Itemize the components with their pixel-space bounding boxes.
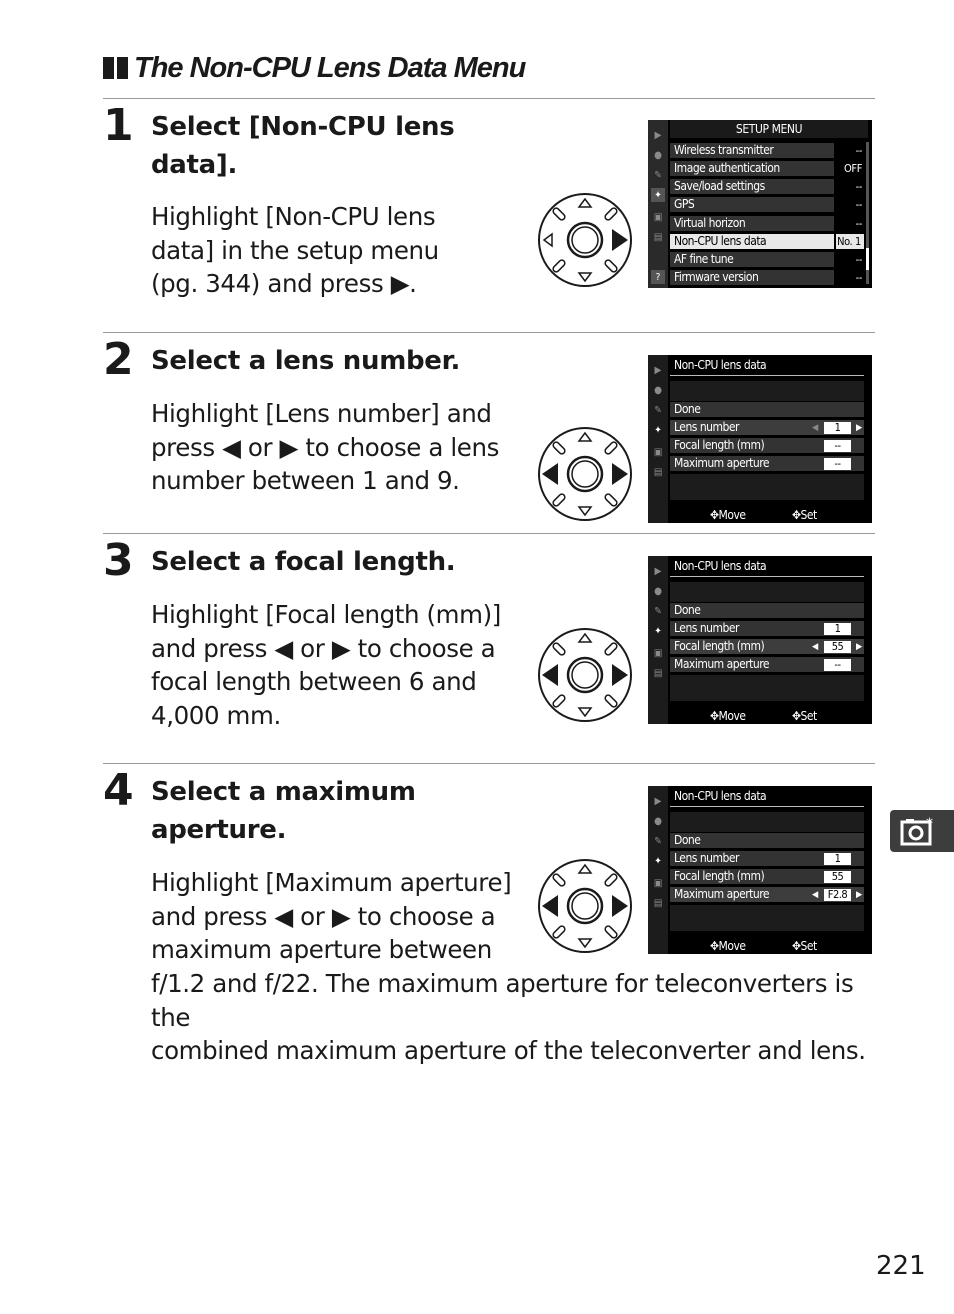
focal-length-value: 55 bbox=[824, 641, 851, 653]
lens-number-value: 1 bbox=[824, 853, 851, 865]
step-body-continued: f/1.2 and f/22. The maximum aperture for teleconverters is the combined maximum aperture of the teleconverter and lens. bbox=[151, 969, 866, 1066]
blank-row bbox=[670, 675, 864, 701]
section-title bbox=[103, 48, 525, 88]
pencil-icon: ✎ bbox=[654, 169, 662, 181]
title-underline bbox=[670, 806, 864, 807]
menu-item-value: OFF bbox=[844, 162, 862, 175]
ok-icon: ✥ bbox=[792, 939, 801, 953]
multi-selector-icon bbox=[536, 626, 634, 724]
menu-item-value: -- bbox=[855, 253, 862, 266]
menu-sidebar bbox=[648, 120, 668, 288]
dpad-icon: ✥ bbox=[710, 939, 719, 953]
retouch-icon: ▣ bbox=[653, 211, 663, 223]
shooting-icon: ● bbox=[654, 815, 662, 827]
menu-item[interactable]: Save/load settings bbox=[670, 179, 834, 194]
right-arrow-icon: ▶ bbox=[856, 642, 863, 652]
setup-menu-screen bbox=[648, 120, 872, 288]
menu-item-value: -- bbox=[855, 180, 862, 193]
max-aperture-value: F2.8 bbox=[824, 889, 851, 901]
shooting-icon: ● bbox=[654, 585, 662, 597]
section-marker-icon bbox=[103, 57, 128, 79]
blank-row bbox=[670, 381, 864, 401]
step-body: Highlight [Lens number] and press ◀ or ▶ to choose a lens number between 1 and 9. bbox=[151, 399, 499, 496]
menu-sidebar bbox=[648, 786, 668, 954]
menu-sidebar bbox=[648, 556, 668, 724]
lens-data-screen bbox=[648, 355, 872, 523]
menu-item-lens-number[interactable]: Lens number bbox=[670, 621, 864, 636]
step-number: 2 bbox=[103, 334, 134, 385]
section-title-text: The Non-CPU Lens Data Menu bbox=[134, 51, 526, 84]
playback-icon: ▶ bbox=[654, 129, 662, 141]
divider bbox=[103, 533, 875, 534]
blank-row bbox=[670, 474, 864, 500]
wrench-icon: ✦ bbox=[654, 625, 662, 637]
dpad-icon: ✥ bbox=[710, 709, 719, 723]
lens-number-value: 1 bbox=[824, 422, 851, 434]
blank-row bbox=[670, 582, 864, 602]
menu-item-selected[interactable]: Non-CPU lens data bbox=[670, 234, 834, 249]
multi-selector-icon bbox=[536, 191, 634, 289]
wrench-icon: ✦ bbox=[654, 855, 662, 867]
lens-data-screen bbox=[648, 786, 872, 954]
page-number: 221 bbox=[876, 1251, 926, 1281]
menu-item-lens-number[interactable]: Lens number bbox=[670, 851, 864, 866]
menu-item-lens-number[interactable]: Lens number bbox=[670, 420, 864, 435]
help-icon: ? bbox=[651, 270, 665, 284]
retouch-icon: ▣ bbox=[653, 877, 663, 889]
svg-text:*: * bbox=[926, 816, 933, 832]
divider bbox=[103, 763, 875, 764]
set-hint: ✥Set bbox=[792, 508, 817, 522]
my-menu-icon: ▤ bbox=[653, 667, 663, 679]
divider bbox=[103, 332, 875, 333]
retouch-icon: ▣ bbox=[653, 446, 663, 458]
menu-item-done[interactable]: Done bbox=[670, 402, 864, 417]
screen-title: Non-CPU lens data bbox=[674, 358, 767, 372]
pencil-icon: ✎ bbox=[654, 835, 662, 847]
menu-item[interactable]: Virtual horizon bbox=[670, 216, 834, 231]
move-hint: ✥Move bbox=[710, 939, 746, 953]
menu-item[interactable]: Wireless transmitter bbox=[670, 143, 834, 158]
screen-title: SETUP MENU bbox=[670, 120, 868, 138]
move-hint: ✥Move bbox=[710, 709, 746, 723]
menu-item[interactable]: GPS bbox=[670, 197, 834, 212]
pencil-icon: ✎ bbox=[654, 605, 662, 617]
left-arrow-icon: ◀ bbox=[812, 890, 819, 900]
focal-length-value: 55 bbox=[824, 871, 851, 883]
menu-item-focal-length[interactable]: Focal length (mm) bbox=[670, 438, 864, 453]
step-heading: Select a focal length. bbox=[151, 547, 456, 577]
step-body: Highlight [Non-CPU lens data] in the setup menu (pg. 344) and press ▶. bbox=[151, 202, 439, 299]
blank-row bbox=[670, 905, 864, 931]
step-heading: Select [Non-CPU lens data]. bbox=[151, 112, 455, 180]
title-underline bbox=[670, 576, 864, 577]
multi-selector-icon bbox=[536, 425, 634, 523]
shooting-icon: ● bbox=[654, 149, 662, 161]
menu-item-focal-length[interactable]: Focal length (mm) bbox=[670, 869, 864, 884]
chapter-tab bbox=[890, 810, 954, 852]
ok-icon: ✥ bbox=[792, 709, 801, 723]
screen-title: Non-CPU lens data bbox=[674, 789, 767, 803]
step-heading: Select a maximum aperture. bbox=[151, 777, 416, 845]
left-arrow-icon: ◀ bbox=[812, 423, 819, 433]
playback-icon: ▶ bbox=[654, 795, 662, 807]
step-heading: Select a lens number. bbox=[151, 346, 461, 376]
my-menu-icon: ▤ bbox=[653, 897, 663, 909]
wrench-icon: ✦ bbox=[651, 188, 665, 202]
my-menu-icon: ▤ bbox=[653, 466, 663, 478]
menu-item-value: No. 1 bbox=[836, 234, 864, 249]
screen-title: Non-CPU lens data bbox=[674, 559, 767, 573]
left-arrow-icon: ◀ bbox=[812, 642, 819, 652]
menu-item-value: -- bbox=[855, 271, 862, 284]
retouch-icon: ▣ bbox=[653, 647, 663, 659]
step-body: Highlight [Maximum aperture] and press ◀ or ▶ to choose a maximum aperture between bbox=[151, 868, 512, 965]
playback-icon: ▶ bbox=[654, 364, 662, 376]
shooting-icon: ● bbox=[654, 384, 662, 396]
step-number: 4 bbox=[103, 765, 134, 816]
menu-item-value: -- bbox=[855, 217, 862, 230]
menu-item[interactable]: Firmware version bbox=[670, 270, 834, 285]
menu-item-focal-length[interactable]: Focal length (mm) bbox=[670, 639, 864, 654]
ok-icon: ✥ bbox=[792, 508, 801, 522]
focal-length-value: -- bbox=[824, 440, 851, 452]
title-underline bbox=[670, 375, 864, 376]
my-menu-icon: ▤ bbox=[653, 231, 663, 243]
lens-number-value: 1 bbox=[824, 623, 851, 635]
multi-selector-icon bbox=[536, 857, 634, 955]
step-number: 1 bbox=[103, 100, 134, 151]
set-hint: ✥Set bbox=[792, 709, 817, 723]
menu-sidebar bbox=[648, 355, 668, 523]
lens-data-screen bbox=[648, 556, 872, 724]
menu-item-done[interactable]: Done bbox=[670, 833, 864, 848]
step-body: Highlight [Focal length (mm)] and press ◀ or ▶ to choose a focal length between 6 and 4,000 mm. bbox=[151, 600, 501, 730]
menu-item-done[interactable]: Done bbox=[670, 603, 864, 618]
menu-item-value: -- bbox=[855, 198, 862, 211]
scrollbar-thumb[interactable] bbox=[866, 248, 869, 270]
pencil-icon: ✎ bbox=[654, 404, 662, 416]
wrench-icon: ✦ bbox=[654, 424, 662, 436]
playback-icon: ▶ bbox=[654, 565, 662, 577]
camera-setup-icon bbox=[890, 810, 954, 852]
move-hint: ✥Move bbox=[710, 508, 746, 522]
divider bbox=[103, 98, 875, 99]
right-arrow-icon: ▶ bbox=[856, 423, 863, 433]
menu-item-max-aperture[interactable]: Maximum aperture bbox=[670, 887, 864, 902]
right-arrow-icon: ▶ bbox=[856, 890, 863, 900]
blank-row bbox=[670, 812, 864, 832]
menu-item[interactable]: Image authentication bbox=[670, 161, 834, 176]
menu-item-value: -- bbox=[855, 144, 862, 157]
menu-item-max-aperture[interactable]: Maximum aperture bbox=[670, 657, 864, 672]
menu-item-max-aperture[interactable]: Maximum aperture bbox=[670, 456, 864, 471]
max-aperture-value: -- bbox=[824, 659, 851, 671]
step-number: 3 bbox=[103, 535, 134, 586]
set-hint: ✥Set bbox=[792, 939, 817, 953]
menu-item[interactable]: AF fine tune bbox=[670, 252, 834, 267]
max-aperture-value: -- bbox=[824, 458, 851, 470]
dpad-icon: ✥ bbox=[710, 508, 719, 522]
